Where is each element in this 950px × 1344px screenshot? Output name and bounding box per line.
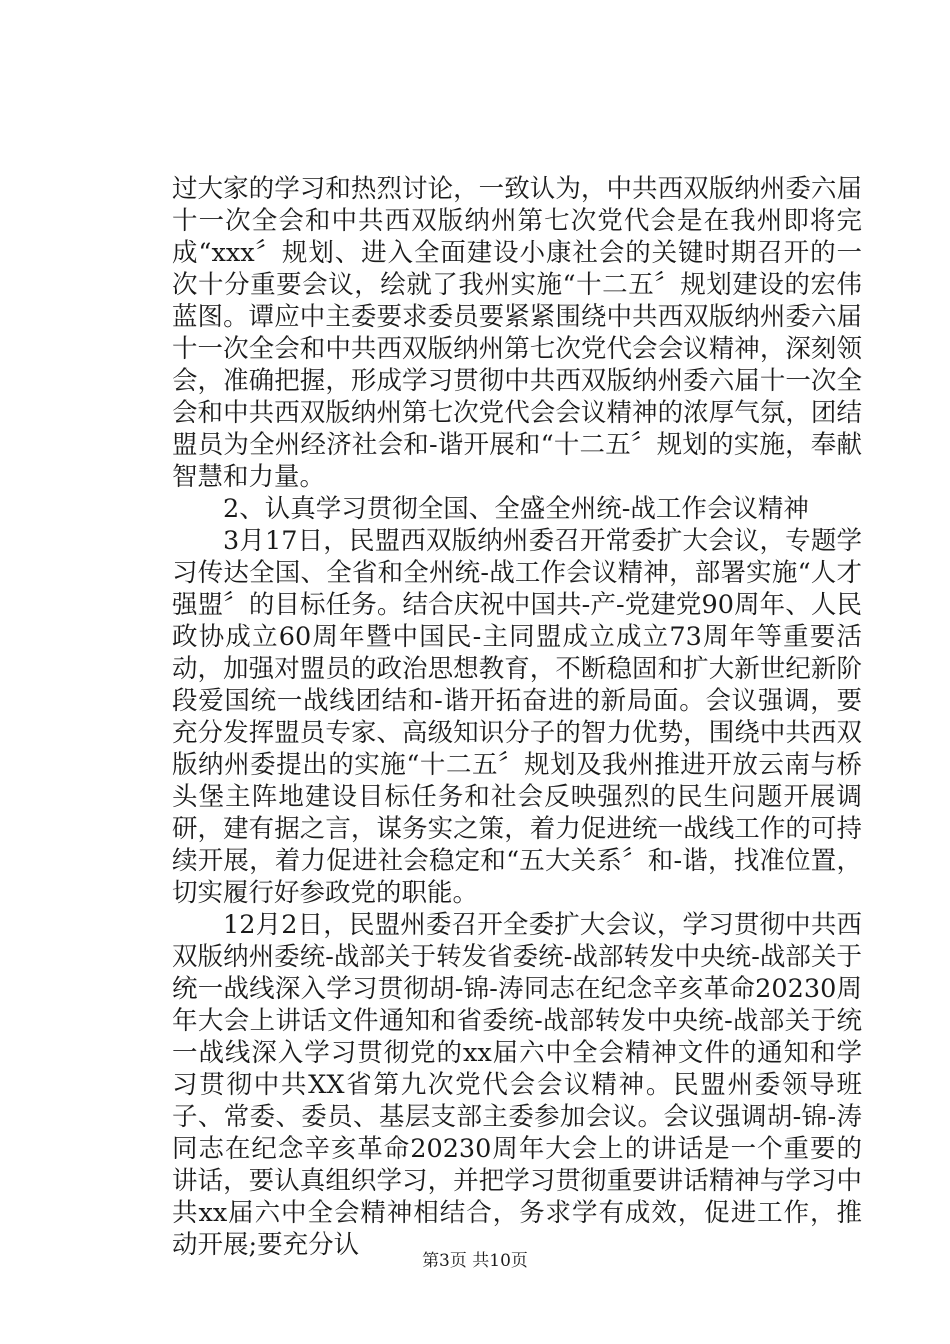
paragraph-consensus: 过大家的学习和热烈讨论，一致认为，中共西双版纳州委六届十一次全会和中共西双版纳州第七次党代会是在我州即将完成“xxx〞规划、进入全面建设小康社会的关键时期召开的一次十分重要会议，绘就了我州实施“十二五〞规划建设的宏伟蓝图。谭应中主委要求委员要紧紧围绕中共西双版纳州委六届十一次全会和中共西双版纳州第七次党代会会议精神，深刻领会，准确把握，形成学习贯彻中共西双版纳州委六届十一次全会和中共西双版纳州第七次党代会会议精神的浓厚气氛，团结盟员为全州经济社会和-谐开展和“十二五〞规划的实施，奉献智慧和力量。: [172, 174, 862, 492]
paragraph-december-meeting: 12月2日，民盟州委召开全委扩大会议，学习贯彻中共西双版纳州委统-战部关于转发省委统-战部转发中央统-战部关于统一战线深入学习贯彻胡-锦-涛同志在纪念辛亥革命20230周年大会上讲话文件通知和省委统-战部转发中央统-战部关于统一战线深入学习贯彻党的xx届六中全会精神文件的通知和学习贯彻中共XX省第九次党代会会议精神。民盟州委领导班子、常委、委员、基层支部主委参加会议。会议强调胡-锦-涛同志在纪念辛亥革命20230周年大会上的讲话是一个重要的讲话，要认真组织学习，并把学习贯彻重要讲话精神与学习中共xx届六中全会精神相结合，务求学有成效，促进工作，推动开展;要充分认: [172, 910, 862, 1260]
document-body: [172, 173, 862, 1261]
section-heading-2: 2、认真学习贯彻全国、全盛全州统-战工作会议精神: [223, 494, 809, 524]
paragraph-march-meeting: 3月17日，民盟西双版纳州委召开常委扩大会议，专题学习传达全国、全省和全州统-战工作会议精神，部署实施“人才强盟〞的目标任务。结合庆祝中国共-产-党建党90周年、人民政协成立60周年暨中国民-主同盟成立成立73周年等重要活动，加强对盟员的政治思想教育，不断稳固和扩大新世纪新阶段爱国统一战线团结和-谐开拓奋进的新局面。会议强调，要充分发挥盟员专家、高级知识分子的智力优势，围绕中共西双版纳州委提出的实施“十二五〞规划及我州推进开放云南与桥头堡主阵地建设目标任务和社会反映强烈的民生问题开展调研，建有据之言，谋务实之策，着力促进统一战线工作的可持续开展，着力促进社会稳定和“五大关系〞和-谐，找准位置，切实履行好参政党的职能。: [172, 526, 862, 908]
page-number-footer: 第3页 共10页: [422, 1251, 528, 1271]
